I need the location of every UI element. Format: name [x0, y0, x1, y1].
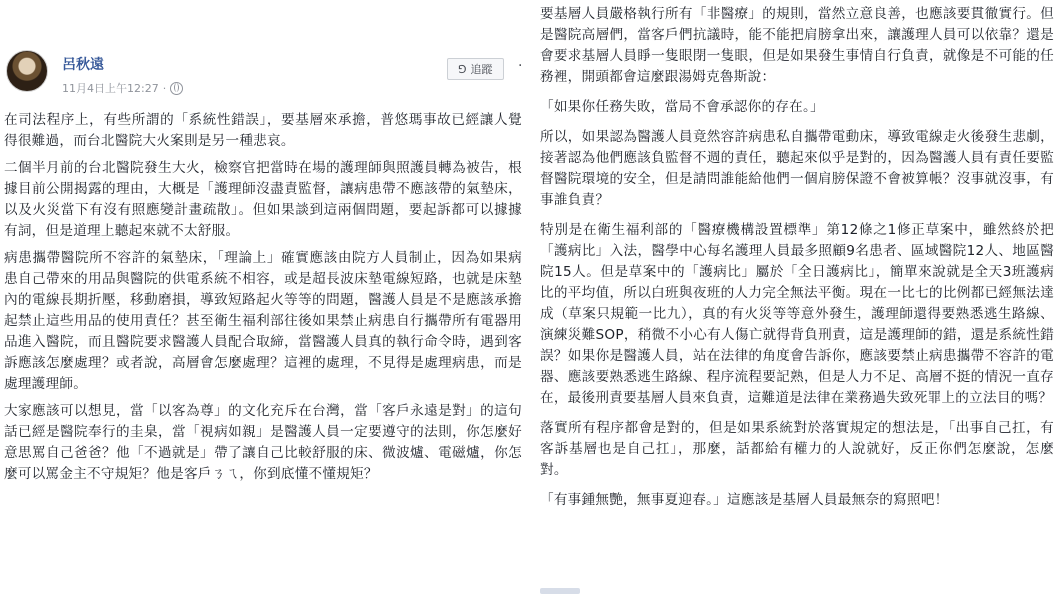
right-column [536, 0, 1060, 520]
post-paragraph: 要基層人員嚴格執行所有「非醫療」的規則，當然立意良善，也應該要貫徹實行。但是醫院高層們，當客戶們抗議時，能不能把肩膀拿出來，讓護理人員可以依靠？還是會要求基層人員睜一隻眼閉一隻眼，但是如果發生事情自行負責，就像是不可能的任務裡，開頭都會這麼跟湯姆克魯斯說： [540, 6, 1054, 85]
avatar[interactable] [6, 50, 48, 92]
post-paragraph: 大家應該可以想見，當「以客為尊」的文化充斥在台灣，當「客戶永遠是對」的這句話已經是醫院奉行的圭臬，當「視病如親」是醫護人員一定要遵守的法則，你怎麼好意思罵自己爸爸？他「不過就是」帶了讓自己比較舒服的床、微波爐、電磁爐，你怎麼可以罵金主不守規矩？他是客戶ㄋㄟ，你到底懂不懂規矩？ [4, 403, 522, 482]
post-paragraph: 所以，如果認為醫護人員竟然容許病患私自攜帶電動床，導致電線走火後發生悲劇，接著認為他們應該負監督不週的責任，聽起來似乎是對的，因為醫護人員有責任要監督醫院環境的安全，但是請問誰能給他們一個肩膀保證不會被算帳？沒事就沒事，有事誰負責？ [540, 129, 1054, 208]
post-header [0, 0, 530, 110]
dot-separator: · [162, 81, 167, 95]
post-paragraph: 二個半月前的台北醫院發生大火，檢察官把當時在場的護理師與照護員轉為被告，根據目前公開揭露的理由，大概是「護理師沒盡責監督，讓病患帶不應該帶的氣墊床，以及火災當下有沒有照應變計畫疏散」。但如果談到這兩個問題，要起訴都可以據據有詞，但是道理上聽起來就不太舒服。 [4, 160, 522, 239]
follow-button[interactable] [447, 58, 504, 80]
post-paragraph: 落實所有程序都會是對的，但是如果系統對於落實規定的想法是，「出事自己扛，有客訴基層也是自己扛」，那麼，話都給有權力的人說就好，反正你們怎麼說，怎麼對。 [540, 420, 1054, 478]
more-options-icon[interactable]: · [518, 58, 523, 74]
post-paragraph: 「如果你任務失敗，當局不會承認你的存在。」 [540, 99, 824, 115]
globe-icon[interactable] [170, 82, 183, 95]
author-name[interactable]: 呂秋遠 [62, 57, 104, 73]
left-column [0, 0, 530, 491]
post-paragraph: 「有事鍾無艷，無事夏迎春。」這應該是基層人員最無奈的寫照吧！ [540, 492, 949, 508]
post-timestamp[interactable] [62, 80, 183, 96]
timestamp-text[interactable]: 11月4日上午12:27 [62, 82, 159, 95]
post-paragraph: 在司法程序上，有些所謂的「系統性錯誤」，要基層來承擔，普悠瑪事故已經讓人覺得很難過，而台北醫院大火案則是另一種悲哀。 [4, 112, 522, 149]
reaction-bar-fragment [540, 588, 580, 594]
post-paragraph: 病患攜帶醫院所不容許的氣墊床，「理論上」確實應該由院方人員制止，因為如果病患自己帶來的用品與醫院的供電系統不相容，或是超長波床墊電線短路，也就是床墊內的電線長期折壓，移動磨損，導致短路起火等等的問題，醫護人員是不是應該承擔起禁止這些用品的使用責任？甚至衛生福利部往後如果禁止病患自行攜帶所有電器用品進入醫院，而且醫院要求醫護人員配合取締，當醫護人員真的執行命令時，遇到客訴應該怎麼處理？或者說，高層會怎麼處理？這裡的處理，不見得是處理病患，而是處理護理師。 [4, 250, 522, 392]
rss-icon: ⅁ [458, 62, 467, 76]
follow-label: 追蹤 [470, 63, 493, 76]
post-paragraph: 特別是在衛生福利部的「醫療機構設置標準」第12條之1修正草案中，雖然終於把「護病比」入法，醫學中心每名護理人員最多照顧9名患者、區域醫院12人、地區醫院15人。但是草案中的「護病比」屬於「全日護病比」，簡單來說就是全天3班護病比的平均值，所以白班與夜班的人力完全無法平衡。現在一比七的比例都已經無法達成（草案只規範一比九），真的有火災等等意外發生，護理師還得要熟悉逃生路線、演練災難SOP，稍微不小心有人傷亡就得背負刑責，這是護理師的錯，還是系統性錯誤？如果你是醫護人員，站在法律的角度會告訴你，應該要禁止病患攜帶不容許的電器、應該要熟悉逃生路線、程序流程要記熟，但是人力不足、高層不挺的情況一直存在，最後刑責要基層人員來負責，這難道是法律在業務過失致死罪上的立法目的嗎？ [540, 222, 1054, 406]
